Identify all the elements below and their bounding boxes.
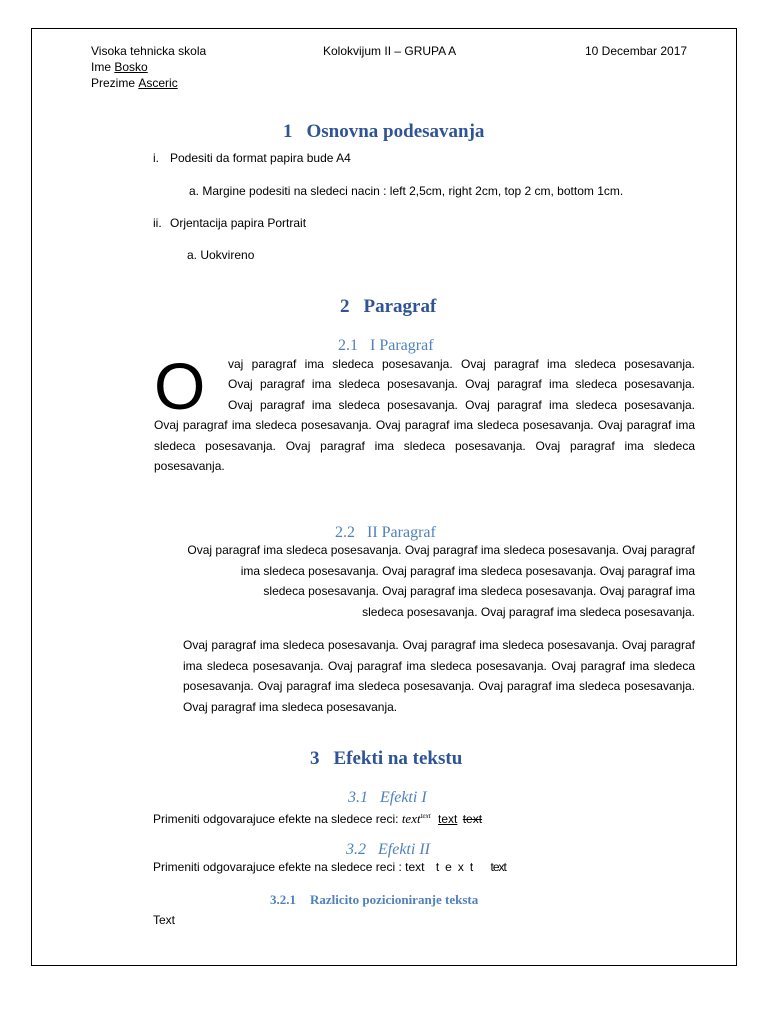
paragraph-1-rest: Ovaj paragraf ima sledeca posesavanja. Ovaj paragraf ima sledeca posesavanja. Ovaj paragraf ima sledeca posesavanja. Ovaj paragraf ima sledeca posesavanja. Ovaj paragraf ima sledeca posesavanja. [154,418,695,474]
heading-section-2-1 [338,337,434,355]
effects-line-1 [153,807,482,828]
list-marker: ii. [153,216,162,230]
ime-label: Ime [91,60,112,74]
drop-cap: O [154,349,206,423]
effects-line-2 [153,858,506,876]
prezime-value: Asceric [138,76,178,90]
effect-word-condensed: text [490,860,506,874]
final-text: Text [153,913,176,927]
list-marker: i. [153,151,159,165]
heading-title: I Paragraf [370,337,434,354]
effect-word-spaced: text [435,860,480,874]
heading-title: Paragraf [363,296,437,317]
list-item-iia: a. Uokvireno [187,248,255,262]
heading-number: 2.2 [335,524,355,541]
heading-title: Efekti na tekstu [333,748,463,769]
effects-prefix: Primeniti odgovarajuce efekte na sledece reci : [153,860,406,874]
paragraph-3: Ovaj paragraf ima sledeca posesavanja. Ovaj paragraf ima sledeca posesavanja. Ovaj paragraf ima sledeca posesavanja. Ovaj paragraf ima sledeca posesavanja. Ovaj paragraf ima sledeca posesavanja. Ovaj paragraf ima sledeca posesavanja. Ovaj paragraf ima sledeca posesavanja. Ovaj paragraf ima sledeca posesavanja. [183,638,695,715]
effect-word-plain: text [405,860,425,874]
effect-word-underline: text [438,812,458,826]
paragraph-line: Ovaj paragraf ima sledeca posesavanja. Ovaj paragraf ima sledeca posesavanja. [228,398,695,412]
list-item-ia: a. Margine podesiti na sledeci nacin : left 2,5cm, right 2cm, top 2 cm, bottom 1cm. [189,184,624,198]
header-prezime [91,75,194,91]
list-item-text: Orjentacija papira Portrait [170,216,307,230]
effects-prefix: Primeniti odgovarajuce efekte na sledece reci: [153,812,402,826]
heading-number: 2.1 [338,337,358,354]
header-ime [91,59,169,75]
heading-number: 1 [283,121,293,142]
heading-title: Efekti I [380,789,427,806]
paragraph-line: ima sledeca posesavanja. Ovaj paragraf ima sledeca posesavanja. Ovaj paragraf ima [240,564,695,578]
header-date: 10 Decembar 2017 [585,44,688,58]
heading-section-2 [340,296,436,318]
header-school: Visoka tehnicka skola [91,44,207,58]
heading-number: 3.2 [346,841,366,858]
effect-word-italic: text [401,811,421,826]
heading-section-3-2 [346,841,430,859]
heading-section-3-1 [348,789,427,807]
list-item-ii [153,213,306,233]
heading-title: Razlicito pozicioniranje teksta [310,892,479,907]
heading-title: Osnovna podesavanja [306,121,485,142]
heading-number: 2 [340,296,350,317]
paragraph-line: sledeca posesavanja. Ovaj paragraf ima sledeca posesavanja. [362,605,695,619]
heading-title: Efekti II [378,841,430,858]
ime-value: Bosko [114,60,148,74]
heading-section-3 [310,748,462,770]
header-exam: Kolokvijum II – GRUPA A [323,44,457,58]
heading-number: 3.1 [348,789,368,806]
list-item-i [153,148,351,168]
effect-word-strikethrough: text [462,812,483,826]
prezime-label: Prezime [91,76,136,90]
list-item-text: Podesiti da format papira bude A4 [170,151,351,165]
heading-section-1 [283,121,484,143]
heading-section-3-2-1 [270,892,478,908]
heading-number: 3.2.1 [270,892,296,907]
paragraph-line: Ovaj paragraf ima sledeca posesavanja. Ovaj paragraf ima sledeca posesavanja. Ovaj paragraf [187,543,695,557]
heading-title: II Paragraf [367,524,436,541]
effect-word-superscript: text [420,812,431,820]
paragraph-line: sledeca posesavanja. Ovaj paragraf ima sledeca posesavanja. Ovaj paragraf ima [263,584,695,598]
paragraph-line: Ovaj paragraf ima sledeca posesavanja. Ovaj paragraf ima sledeca posesavanja. [228,377,695,391]
heading-number: 3 [310,748,320,769]
paragraph-line: vaj paragraf ima sledeca posesavanja. Ovaj paragraf ima sledeca posesavanja. [228,357,695,371]
